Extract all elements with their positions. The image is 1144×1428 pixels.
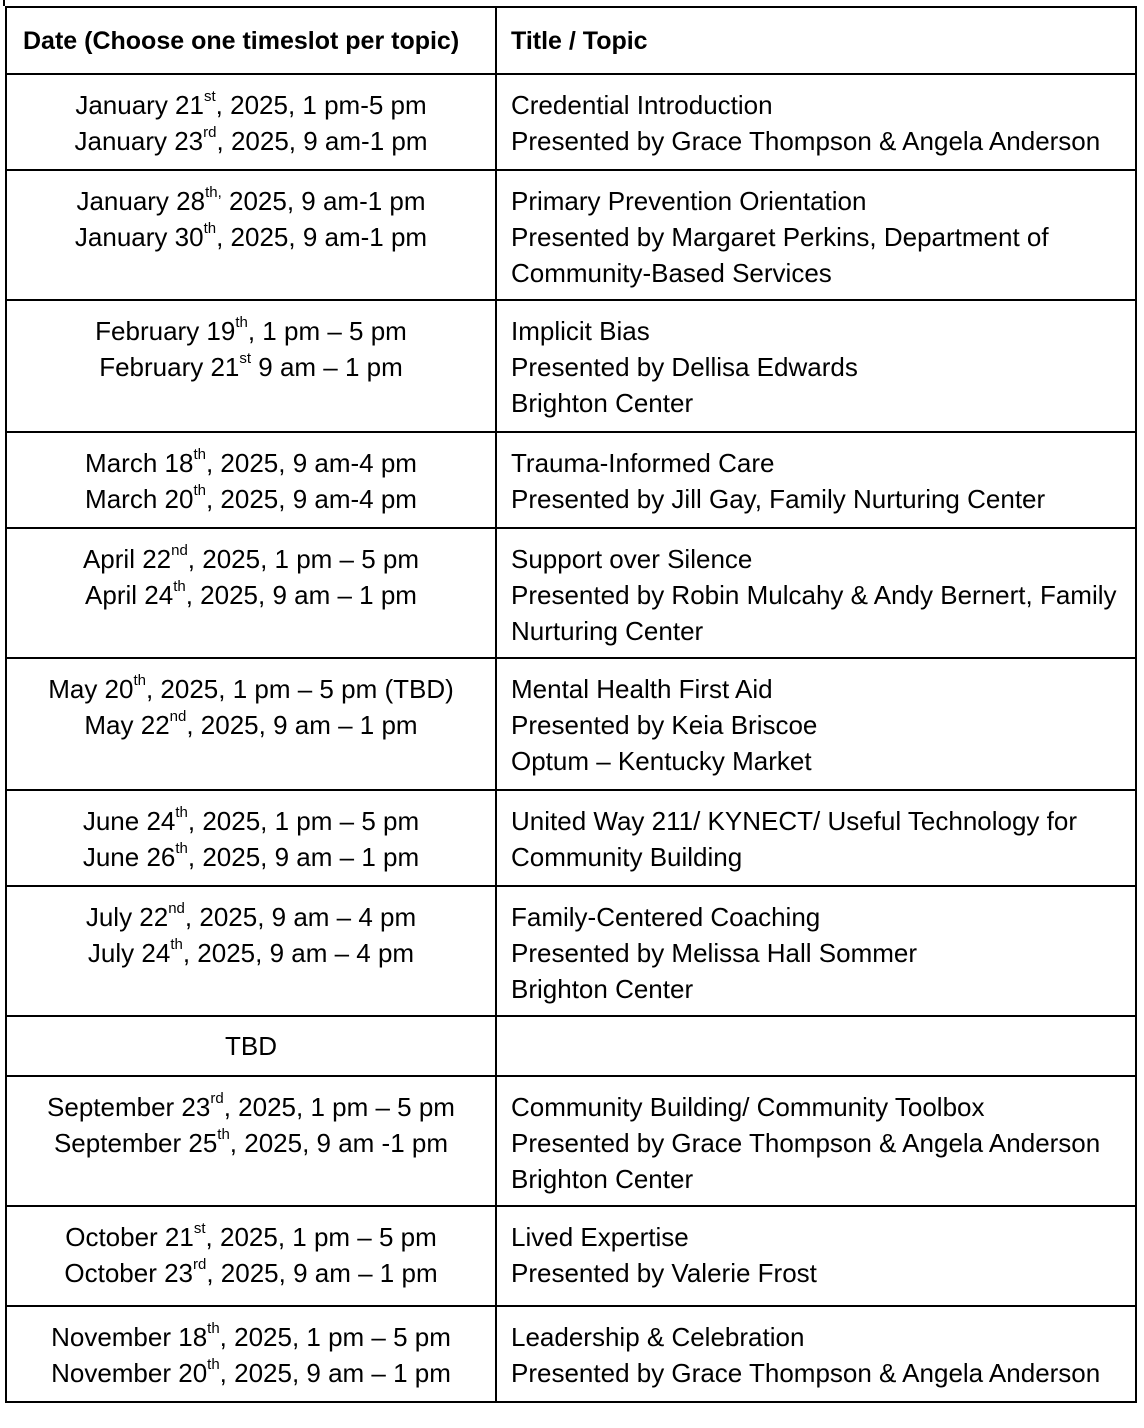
timeslot-date: July 22 [85,902,169,932]
table-row [6,528,1136,658]
timeslot-time: , 2025, 9 am-4 pm [205,448,417,478]
timeslot [7,1125,495,1161]
ordinal-suffix: th [175,840,188,858]
header-row [6,7,1136,74]
timeslot-date: May 20 [48,674,134,704]
timeslot-time: , 2025, 9 am – 1 pm [185,580,417,610]
date-cell [6,886,496,1016]
timeslot-time: , 2025, 9 am -1 pm [229,1128,449,1158]
topic-title: Mental Health First Aid [511,674,773,704]
topic-detail: Presented by Grace Thompson & Angela Anderson [511,1358,1101,1388]
timeslot-date: June 24 [82,806,176,836]
timeslot-date: May 22 [84,710,170,740]
topic-cell [496,658,1136,790]
timeslot-time: 9 am – 1 pm [251,352,403,382]
timeslot-date: January 21 [75,90,204,120]
date-cell [6,1076,496,1206]
topic-title: Implicit Bias [511,316,650,346]
schedule-body [6,74,1136,1402]
topic-cell [496,886,1136,1016]
timeslot-date: October 21 [65,1222,194,1252]
ordinal-suffix: nd [169,708,187,726]
timeslot [7,1219,495,1255]
schedule-table [5,6,1137,1403]
timeslot-time: , 2025, 9 am – 1 pm [187,842,420,872]
ordinal-suffix: st [203,88,216,106]
timeslot-time: 2025, 9 am-1 pm [221,186,426,216]
ordinal-suffix: rd [203,124,217,142]
timeslot-date: June 26 [82,842,176,872]
table-row [6,1076,1136,1206]
date-cell [6,432,496,528]
date-cell [6,170,496,300]
table-row [6,886,1136,1016]
topic-cell [496,300,1136,432]
timeslot-date: September 23 [47,1092,211,1122]
date-cell [6,1016,496,1076]
topic-title: Support over Silence [511,544,753,574]
table-row [6,1306,1136,1402]
timeslot [7,803,495,839]
date-cell [6,74,496,170]
topic-detail: Presented by Grace Thompson & Angela Anderson [511,126,1101,156]
ordinal-suffix: th [207,1356,220,1374]
date-column-header: Date (Choose one timeslot per topic) [6,7,496,74]
topic-cell [496,1076,1136,1206]
timeslot-time: , 2025, 9 am – 1 pm [206,1258,438,1288]
date-cell [6,300,496,432]
timeslot-time: , 2025, 9 am – 4 pm [184,902,417,932]
topic-detail: Presented by Jill Gay, Family Nurturing Center [511,484,1046,514]
topic-detail: Presented by Grace Thompson & Angela Anderson [511,1128,1101,1158]
date-cell [6,658,496,790]
timeslot-time: , 2025, 9 am-1 pm [216,126,428,156]
topic-title: Family-Centered Coaching [511,902,821,932]
table-row [6,790,1136,886]
timeslot-time: , 2025, 1 pm – 5 pm [187,806,420,836]
topic-detail: Presented by Keia Briscoe [511,710,818,740]
topic-detail: Presented by Dellisa Edwards [511,352,858,382]
timeslot [7,349,495,385]
timeslot [7,87,495,123]
date-cell [6,528,496,658]
timeslot-time: , 2025, 1 pm – 5 pm [205,1222,437,1252]
topic-cell [496,1206,1136,1306]
ordinal-suffix: th [203,220,217,238]
timeslot [7,935,495,971]
date-cell [6,1206,496,1306]
ordinal-suffix: th [193,446,206,464]
timeslot [7,707,495,743]
timeslot-date: October 23 [64,1258,194,1288]
timeslot-date: April 24 [85,580,174,610]
topic-cell [496,1306,1136,1402]
timeslot-date: January 30 [74,222,204,252]
timeslot-date: February 19 [95,316,236,346]
timeslot-date: March 20 [85,484,194,514]
timeslot-time: , 2025, 9 am – 1 pm [219,1358,451,1388]
timeslot-date: January 28 [76,186,206,216]
timeslot-date: February 21 [99,352,240,382]
timeslot-time: , 2025, 1 pm-5 pm [215,90,427,120]
ordinal-suffix: rd [210,1090,224,1108]
ordinal-suffix: th [175,804,188,822]
topic-title: Credential Introduction [511,90,773,120]
timeslot [7,1319,495,1355]
timeslot-date: November 20 [51,1358,208,1388]
timeslot-time: , 1 pm – 5 pm [247,316,407,346]
date-cell [6,790,496,886]
topic-detail: Brighton Center [511,1164,694,1194]
topic-title: Trauma-Informed Care [511,448,775,478]
timeslot-date: September 25 [53,1128,218,1158]
timeslot-date: July 24 [87,938,171,968]
timeslot [7,577,495,613]
timeslot [7,123,495,159]
topic-title: United Way 211/ KYNECT/ Useful Technology for Community Building [511,806,1077,872]
ordinal-suffix: th [207,1320,220,1338]
table-row [6,300,1136,432]
table-row [6,432,1136,528]
timeslot [7,1089,495,1125]
timeslot [7,1028,495,1064]
timeslot [7,313,495,349]
timeslot-date: March 18 [85,448,194,478]
timeslot-date: November 18 [51,1322,208,1352]
table-row [6,170,1136,300]
timeslot [7,839,495,875]
ordinal-suffix: rd [193,1256,207,1274]
timeslot-time: , 2025, 9 am-1 pm [216,222,428,252]
ordinal-suffix: th [235,314,248,332]
topic-cell [496,790,1136,886]
timeslot [7,445,495,481]
timeslot-date: January 23 [74,126,204,156]
table-row [6,1016,1136,1076]
timeslot [7,671,495,707]
topic-cell [496,1016,1136,1076]
ordinal-suffix: th [133,672,146,690]
topic-title: Community Building/ Community Toolbox [511,1092,985,1122]
timeslot [7,899,495,935]
topic-title: Lived Expertise [511,1222,689,1252]
topic-cell [496,74,1136,170]
table-row [6,658,1136,790]
topic-title: Primary Prevention Orientation [511,186,867,216]
timeslot-time: , 2025, 1 pm – 5 pm [223,1092,455,1122]
ordinal-suffix: th [193,482,206,500]
topic-cell [496,170,1136,300]
table-row [6,1206,1136,1306]
topic-cell [496,528,1136,658]
topic-detail: Presented by Robin Mulcahy & Andy Bernert, Family Nurturing Center [511,580,1117,646]
timeslot [7,481,495,517]
topic-detail: Presented by Melissa Hall Sommer [511,938,918,968]
ordinal-suffix: th [170,936,183,954]
timeslot [7,1255,495,1291]
ordinal-suffix: st [193,1220,206,1238]
timeslot-time: , 2025, 1 pm – 5 pm [187,544,420,574]
timeslot-date: TBD [225,1031,277,1061]
timeslot-time: , 2025, 1 pm – 5 pm (TBD) [145,674,454,704]
topic-detail: Presented by Margaret Perkins, Department of Community-Based Services [511,222,1049,288]
ordinal-suffix: nd [171,542,188,560]
table-row [6,74,1136,170]
ordinal-suffix: th [217,1126,230,1144]
topic-detail: Optum – Kentucky Market [511,746,812,776]
topic-detail: Brighton Center [511,388,694,418]
timeslot-time: , 2025, 9 am – 4 pm [182,938,415,968]
timeslot-time: , 2025, 9 am-4 pm [205,484,417,514]
timeslot [7,183,495,219]
topic-title: Leadership & Celebration [511,1322,805,1352]
ordinal-suffix: st [239,350,252,368]
date-cell [6,1306,496,1402]
timeslot-time: , 2025, 9 am – 1 pm [186,710,418,740]
topic-detail: Presented by Valerie Frost [511,1258,817,1288]
topic-column-header: Title / Topic [496,7,1136,74]
timeslot [7,219,495,255]
timeslot [7,1355,495,1391]
timeslot [7,541,495,577]
ordinal-suffix: nd [168,900,185,918]
timeslot-date: April 22 [82,544,172,574]
topic-detail: Brighton Center [511,974,694,1004]
ordinal-suffix: th [173,578,186,596]
timeslot-time: , 2025, 1 pm – 5 pm [219,1322,451,1352]
topic-cell [496,432,1136,528]
ordinal-suffix: th, [205,184,222,202]
